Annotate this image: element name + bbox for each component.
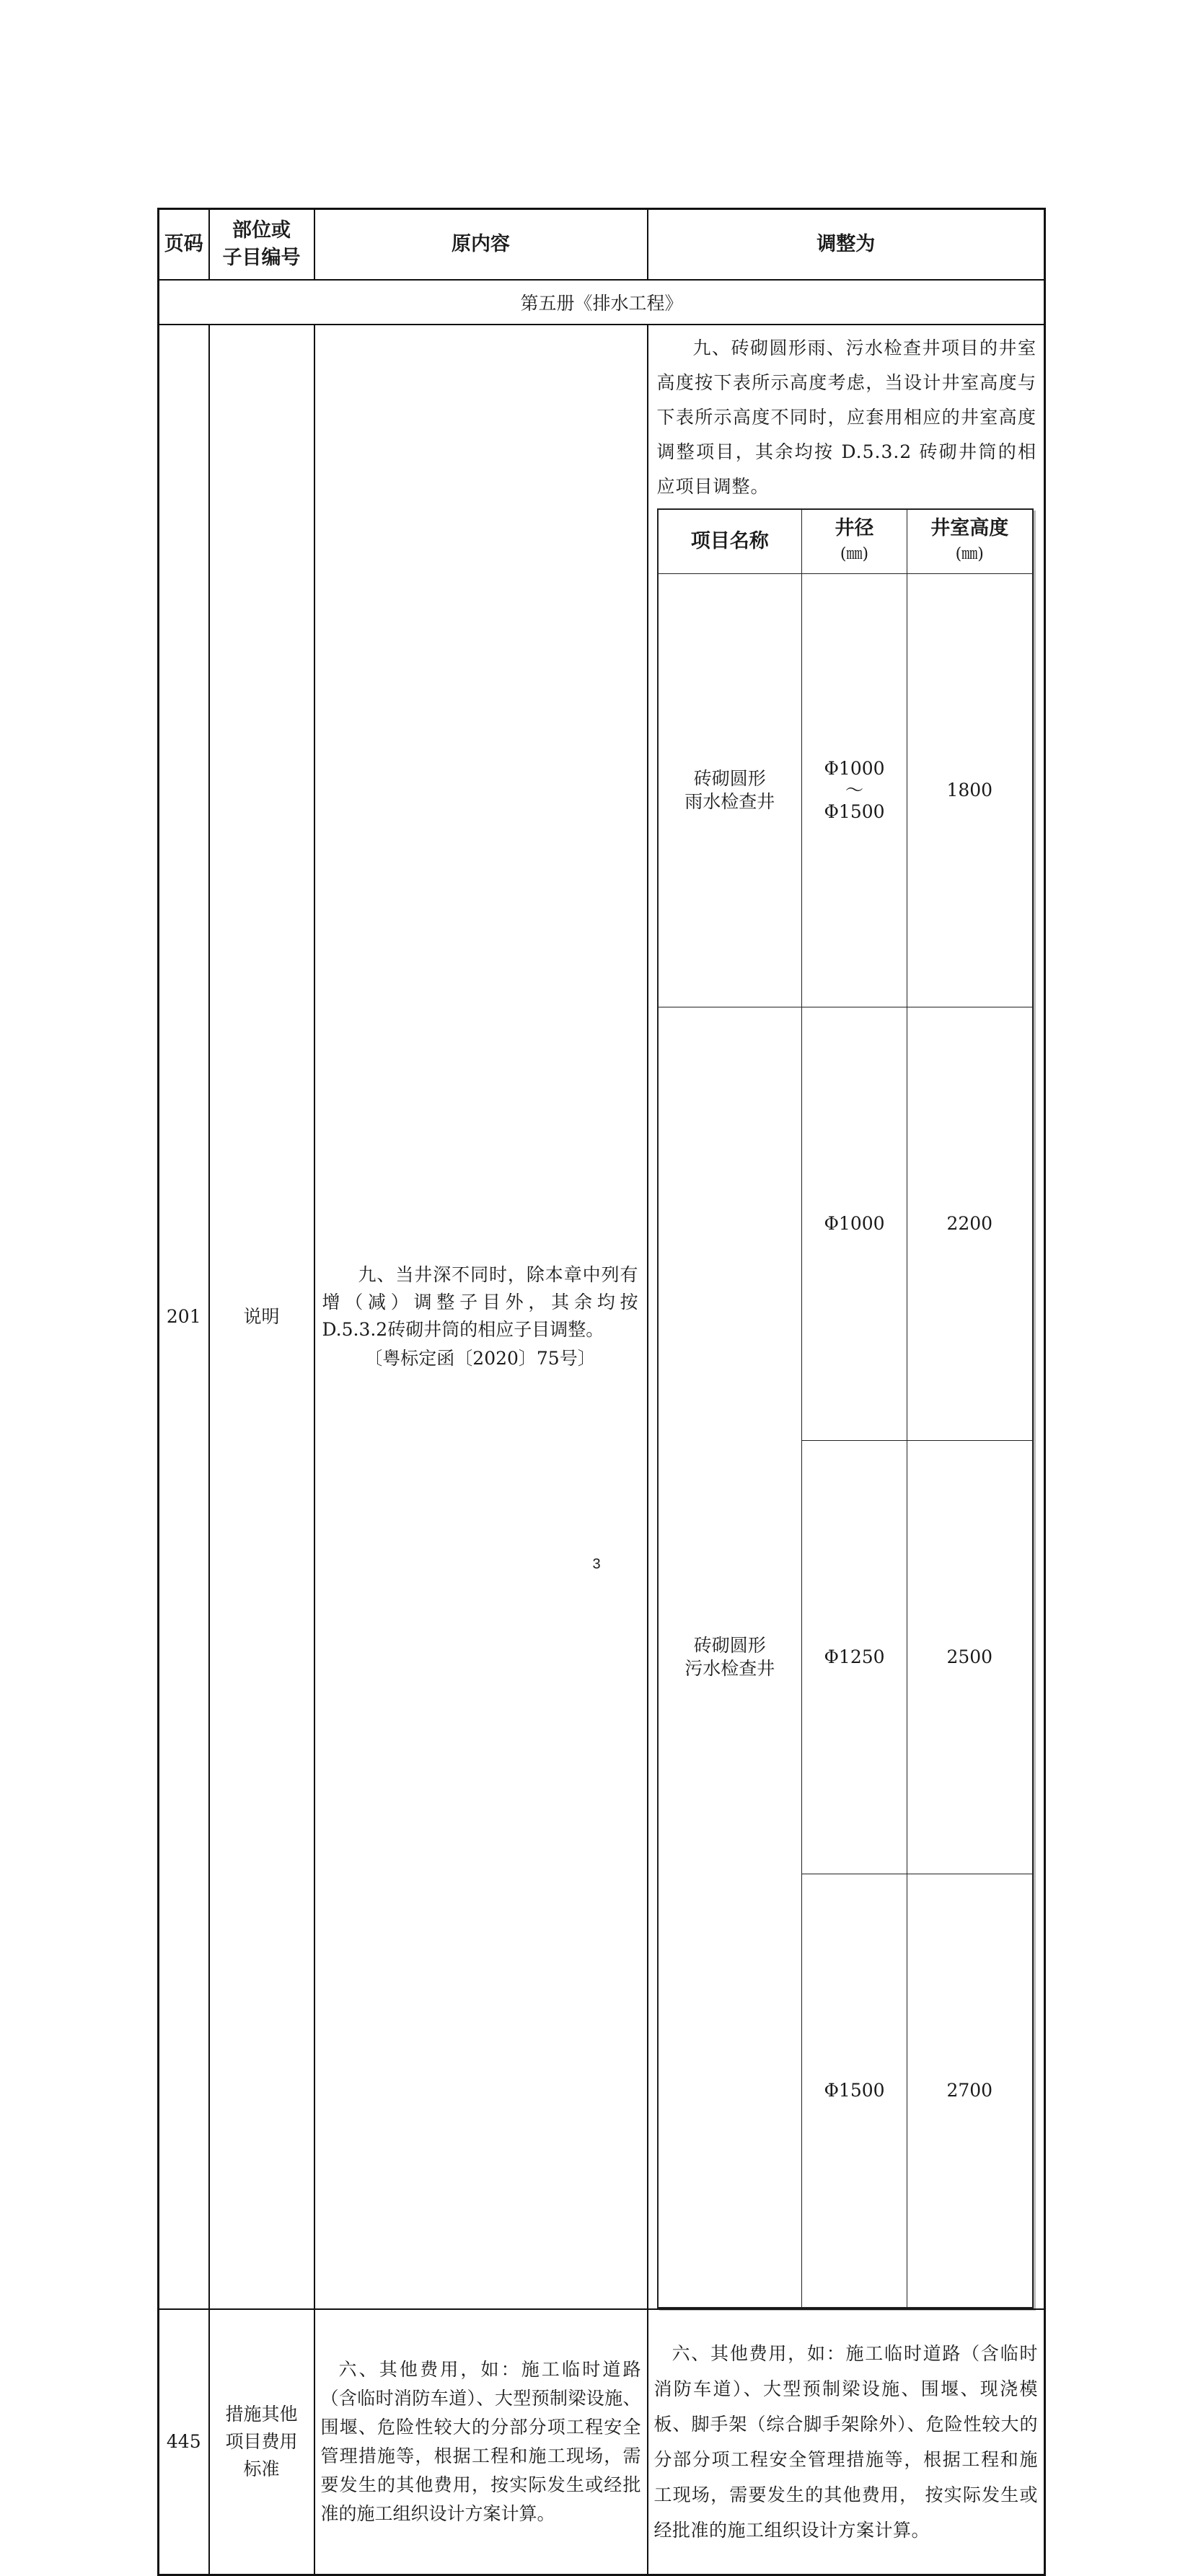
table-header-row <box>159 209 1045 281</box>
original-note: 〔粤标定函〔2020〕75号〕 <box>364 1348 596 1369</box>
adjustment-table <box>157 208 1046 2576</box>
row-part: 说明 <box>209 325 314 2309</box>
sewage-diameter: Φ1500 <box>802 1874 907 2308</box>
well-height-table <box>657 508 1034 2308</box>
inner-header-row <box>658 509 1033 574</box>
row-part <box>209 2309 314 2575</box>
sewage-diameter: Φ1250 <box>802 1441 907 1874</box>
inner-row-rain <box>658 574 1033 1007</box>
page-number: 3 <box>592 1556 601 1572</box>
height-unit: (㎜) <box>955 545 984 563</box>
sewage-name-line2: 污水检查井 <box>684 1658 775 1679</box>
adjusted-text: 九、砖砌圆形雨、污水检查井项目的井室高度按下表所示高度考虑，当设计井室高度与下表所示高度不同时，应套用相应的井室高度调整项目，其余均按 D.5.3.2 砖砌井筒的相应项目调整。 <box>656 338 1036 497</box>
inner-header-height <box>907 509 1033 574</box>
row-adjusted-content <box>648 325 1045 2309</box>
sewage-height: 2200 <box>907 1007 1033 1441</box>
header-adjusted: 调整为 <box>648 209 1045 281</box>
sewage-height: 2500 <box>907 1441 1033 1874</box>
rain-name-line1: 砖砌圆形 <box>693 768 766 789</box>
diameter-unit: (㎜) <box>840 545 869 563</box>
header-part-line1: 部位或 <box>232 219 291 242</box>
row-original-content <box>314 2309 648 2575</box>
header-part <box>209 209 314 281</box>
rain-well-height: 1800 <box>907 574 1033 1007</box>
original-text: 九、当井深不同时，除本章中列有增（减）调整子目外，其余均按D.5.3.2砖砌井筒的相应子目调整。 <box>322 1264 638 1340</box>
rain-name-line2: 雨水检查井 <box>684 791 775 812</box>
sewage-name-line1: 砖砌圆形 <box>693 1635 766 1656</box>
adjusted-text: 六、其他费用，如：施工临时道路（含临时消防车道）、大型预制梁设施、围堰、现浇模板、脚手架（综合脚手架除外）、危险性较大的分部分项工程安全管理措施等，根据工程和施工现场，需要发生的其他费用， 按实际发生或经批准的施工组织设计方案计算。 <box>653 2343 1038 2541</box>
inner-row-sewage <box>658 1007 1033 1441</box>
diameter-label: 井径 <box>835 517 874 539</box>
header-part-line2: 子目编号 <box>222 247 301 269</box>
rain-well-name <box>658 574 802 1007</box>
row-adjusted-content <box>648 2309 1045 2575</box>
row-part-line3: 标准 <box>243 2458 280 2479</box>
rain-diameter-max: Φ1500 <box>824 801 885 822</box>
row-part-line1: 措施其他 <box>225 2404 298 2425</box>
height-label: 井室高度 <box>930 517 1009 539</box>
section-title: 第五册《排水工程》 <box>159 280 1045 325</box>
sewage-height: 2700 <box>907 1874 1033 2308</box>
row-page-number: 445 <box>159 2309 209 2575</box>
rain-diameter-range: ～ <box>845 780 863 800</box>
table-row <box>159 2309 1045 2575</box>
table-row <box>159 325 1045 2309</box>
header-page: 页码 <box>159 209 209 281</box>
row-part-line2: 项目费用 <box>225 2431 298 2452</box>
row-page-number: 201 <box>159 325 209 2309</box>
row-original-content <box>314 325 648 2309</box>
rain-well-diameter <box>802 574 907 1007</box>
header-original: 原内容 <box>314 209 648 281</box>
rain-diameter-min: Φ1000 <box>824 758 885 779</box>
sewage-diameter: Φ1000 <box>802 1007 907 1441</box>
inner-header-name: 项目名称 <box>658 509 802 574</box>
sewage-well-name <box>658 1007 802 2308</box>
original-text: 六、其他费用，如：施工临时道路（含临时消防车道）、大型预制梁设施、围堰、危险性较大的分部分项工程安全管理措施等，根据工程和施工现场，需要发生的其他费用，按实际发生或经批准的施工组织设计方案计算。 <box>320 2359 641 2524</box>
section-row <box>159 280 1045 325</box>
inner-header-diameter <box>802 509 907 574</box>
